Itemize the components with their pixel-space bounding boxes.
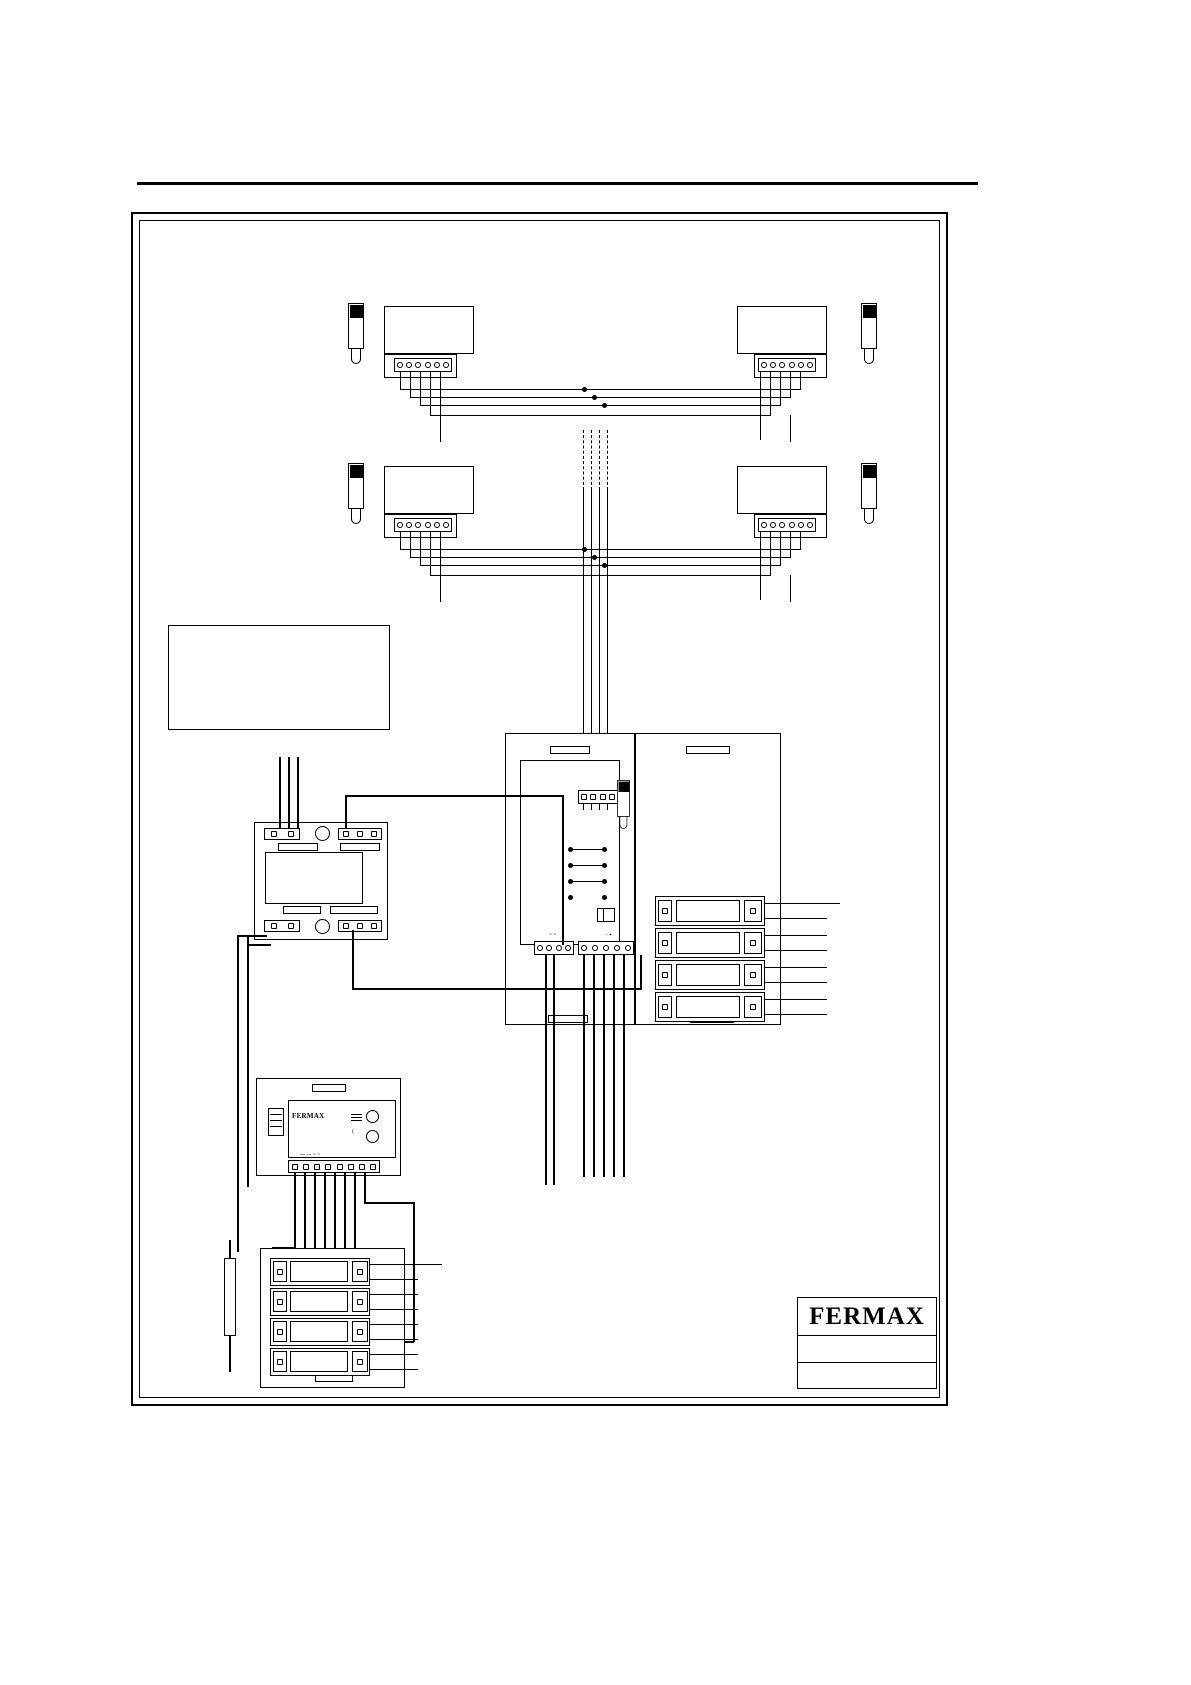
door-lock-lead: [229, 1240, 231, 1258]
bus-top-h1: [400, 389, 585, 390]
decoder-icon-phone: (: [352, 1129, 354, 1135]
handset-center: [617, 780, 630, 830]
bottom-relay-right-terminals: [352, 1351, 368, 1372]
wire-mr-2: [770, 532, 771, 576]
relay-out-4a: [765, 999, 827, 1000]
riser-into-decoder-2: [591, 803, 592, 810]
handset-cord: [351, 508, 361, 524]
handset-earpiece: [863, 465, 877, 478]
junction-dot: [592, 555, 597, 560]
relay-out-1a: [765, 903, 840, 904]
mains-wire-3: [297, 757, 299, 828]
wire-tl-1: [400, 372, 401, 390]
jumper-dot: [602, 863, 607, 868]
psu-out-v2: [640, 955, 642, 989]
panel-top-left-upper: [384, 306, 474, 354]
title-block-row-1: [798, 1336, 936, 1363]
relay-out-1b: [765, 918, 827, 919]
handset-body: [861, 463, 877, 509]
handset-body: [861, 303, 877, 349]
bus-top-h4r: [605, 415, 771, 416]
bus-top-h3: [420, 405, 605, 406]
riser-dashed-4: [607, 430, 608, 490]
psu-out-v: [352, 930, 354, 988]
drop-to-handset-ml: [440, 575, 441, 602]
bundle-down-5: [603, 955, 605, 1177]
bus-top-h4: [430, 415, 605, 416]
riser-dashed-1: [583, 430, 584, 490]
bus-mid-h3r: [605, 565, 781, 566]
jumper-dot: [602, 895, 607, 900]
junction-dot: [602, 563, 607, 568]
psu-ac-down-2: [247, 935, 249, 1187]
relay-out-3b: [765, 982, 827, 983]
dip-line: [270, 1126, 282, 1127]
bus-top-h1r: [585, 389, 801, 390]
bundle-down-4: [593, 955, 595, 1177]
wire-tl-2: [410, 372, 411, 398]
wire-ml-1: [400, 532, 401, 550]
jumper-dot: [602, 847, 607, 852]
wire-tl-4: [430, 372, 431, 416]
panel-top-left-terminals: [394, 358, 452, 372]
decoder-terminals-right: [578, 941, 634, 955]
bus-mid-h2r: [595, 557, 791, 558]
junction-dot: [602, 403, 607, 408]
panel-mid-right-terminals: [758, 518, 816, 532]
wire-mr-5: [800, 532, 801, 550]
bundle-down-7: [623, 955, 625, 1177]
dip-line: [270, 1114, 282, 1115]
bus-terminal-strip: [578, 790, 618, 804]
bundle-down-2: [553, 955, 555, 1185]
power-supply-top-screw: [315, 826, 330, 841]
bottom-relay-right-terminals: [352, 1291, 368, 1312]
panel-top-right-upper: [737, 306, 827, 354]
junction-dot: [582, 387, 587, 392]
bus-mid-h4r: [605, 575, 771, 576]
bottom-relay-center: [290, 1291, 348, 1312]
power-supply-label-left: [278, 843, 318, 851]
dip-line: [270, 1120, 282, 1121]
riser-dashed-2: [591, 430, 592, 490]
relay-center: [676, 996, 740, 1018]
bottom-relay-out-3b: [370, 1339, 418, 1340]
riser-into-decoder-1: [583, 803, 584, 810]
bottom-relay-right-terminals: [352, 1261, 368, 1282]
handset-body: [348, 463, 364, 509]
relay-center: [676, 900, 740, 922]
psu-to-decoder-v: [345, 795, 347, 829]
wire-tr-5: [800, 372, 801, 390]
relay-right-terminals: [744, 900, 762, 922]
title-block-brand-row: [798, 1298, 936, 1336]
power-supply-top-terminals-right: [338, 828, 382, 840]
bottom-relay-out-3a: [370, 1324, 418, 1325]
jumper-link: [568, 849, 602, 850]
handset-earpiece: [863, 305, 877, 318]
bus-mid-h2: [410, 557, 595, 558]
handset-body: [348, 303, 364, 349]
handset-cord: [619, 816, 627, 829]
relay-out-3a: [765, 967, 827, 968]
power-supply-bottom-terminals-left: [264, 920, 300, 932]
header-rule: [137, 182, 978, 185]
relay-left-terminals: [658, 932, 672, 954]
bus-mid-h1r: [585, 549, 801, 550]
handset-earpiece: [619, 782, 630, 792]
handset-cord: [864, 508, 874, 524]
wire-ml-4: [430, 532, 431, 576]
handset-mid-right: [861, 463, 877, 525]
relay-out-4b: [765, 1014, 827, 1015]
handset-cord: [351, 348, 361, 364]
decoder-face: [288, 1100, 396, 1158]
panel-mid-right-upper: [737, 466, 827, 514]
bottom-relay-out-2a: [370, 1294, 418, 1295]
handset-earpiece: [350, 465, 364, 478]
bottom-relay-out-4a: [370, 1354, 418, 1355]
decoder-icon-bars: [351, 1117, 362, 1118]
power-supply-label-right: [340, 843, 380, 851]
bus-top-h2: [410, 397, 595, 398]
handset-cord: [864, 348, 874, 364]
drop-to-handset-tl: [440, 415, 441, 442]
relay-right-terminals: [744, 932, 762, 954]
decoder-out-v8b: [413, 1202, 415, 1342]
relay-left-terminals: [658, 996, 672, 1018]
decoder-brand-label: FERMAX: [292, 1112, 325, 1120]
cabinet-left-top-label: [550, 746, 590, 754]
bottom-relay-center: [290, 1351, 348, 1372]
bottom-relay-out-1a: [370, 1264, 442, 1265]
decoder-top-label: [312, 1084, 346, 1092]
mains-wire-1: [279, 757, 281, 828]
riser-into-decoder-3: [599, 803, 600, 810]
decoder-dip-switch: [268, 1108, 284, 1136]
bus-mid-h4: [430, 575, 605, 576]
psu-to-decoder-h: [345, 795, 563, 797]
bottom-relay-left-terminals: [273, 1291, 287, 1312]
power-supply-display: [265, 852, 363, 904]
title-block-row-2: [798, 1363, 936, 1390]
jumper-dot: [568, 895, 573, 900]
decoder-bottom-terminals: [288, 1160, 380, 1173]
relay-out-2a: [765, 935, 827, 936]
mains-wire-2: [288, 757, 290, 828]
wire-mr-4: [790, 532, 791, 558]
bundle-down-6: [613, 955, 615, 1177]
psu-ac-down-1: [237, 935, 239, 1250]
relay-out-2b: [765, 950, 827, 951]
drop-to-handset-mr: [790, 575, 791, 602]
bus-top-h3r: [605, 405, 781, 406]
handset-body: [617, 780, 630, 817]
psu-out-h: [352, 988, 642, 990]
junction-dot: [592, 395, 597, 400]
bottom-relay-left-terminals: [273, 1321, 287, 1342]
terminal-marking-dc: - +: [606, 932, 612, 938]
decoder-out-h8: [364, 1202, 414, 1204]
relay-right-terminals: [744, 996, 762, 1018]
handset-top-right: [861, 303, 877, 365]
relay-left-terminals: [658, 900, 672, 922]
relay-center: [676, 932, 740, 954]
title-block: [797, 1297, 937, 1389]
wire-tr-4: [790, 372, 791, 398]
bus-top-h2r: [595, 397, 791, 398]
connector-block: [597, 908, 615, 922]
psu-ac-h2: [247, 944, 271, 946]
bottom-relay-out-4b: [370, 1369, 418, 1370]
handset-top-left: [348, 303, 364, 365]
jumper-dot: [602, 879, 607, 884]
bottom-relay-left-terminals: [273, 1261, 287, 1282]
decoder-icon-bars: [351, 1114, 362, 1115]
decoder-out-1: [294, 1173, 296, 1248]
wire-tr-2: [770, 372, 771, 416]
power-supply-bottom-screw: [315, 919, 330, 934]
psu-to-decoder-v2: [562, 795, 564, 945]
power-supply-top-terminals-left: [264, 828, 300, 840]
drop-to-handset-tr: [790, 415, 791, 442]
power-supply-label-bottom-left: [283, 906, 321, 914]
relay-center: [676, 964, 740, 986]
decoder-terminals-left: [534, 941, 574, 955]
bottom-relay-center: [290, 1321, 348, 1342]
bottom-relay-center: [290, 1261, 348, 1282]
panel-mid-left-terminals: [394, 518, 452, 532]
door-lock-lead-2: [229, 1336, 231, 1372]
panel-top-right-terminals: [758, 358, 816, 372]
bus-mid-h1: [400, 549, 585, 550]
decoder-pot-2: [366, 1130, 379, 1143]
jumper-link: [568, 865, 602, 866]
cabinet-right-top-label: [686, 746, 730, 754]
relay-right-terminals: [744, 964, 762, 986]
decoder-terminal-marks: — — ~ ~: [300, 1152, 321, 1158]
legend-note-box: [168, 625, 390, 730]
power-supply-bottom-terminals-right: [338, 920, 382, 932]
wire-ml-2: [410, 532, 411, 558]
jumper-link: [568, 881, 602, 882]
connector-block-div: [603, 909, 604, 921]
riser-into-decoder-4: [607, 803, 608, 810]
bottom-relay-left-terminals: [273, 1351, 287, 1372]
handset-earpiece: [350, 305, 364, 318]
decoder-out-8: [364, 1173, 366, 1203]
decoder-out-2: [304, 1173, 306, 1258]
psu-ac-h1: [237, 935, 267, 937]
decoder-icon-bars: [351, 1120, 362, 1121]
bottom-relay-right-terminals: [352, 1321, 368, 1342]
bus-mid-h3: [420, 565, 605, 566]
long-bus-h-1: [237, 1250, 239, 1252]
power-supply-label-bottom-right: [330, 906, 378, 914]
relay-left-terminals: [658, 964, 672, 986]
terminal-marking-ac: ~ ~: [549, 932, 557, 938]
panel-mid-left-upper: [384, 466, 474, 514]
door-lock-element: [224, 1258, 236, 1336]
bottom-relay-out-2b: [370, 1309, 418, 1310]
bundle-down-1: [545, 955, 547, 1185]
decoder-pot-1: [366, 1110, 379, 1123]
bundle-down-3: [583, 955, 585, 1177]
bottom-relay-out-1b: [370, 1279, 418, 1280]
brand-label: FERMAX: [809, 1303, 925, 1330]
junction-dot: [582, 547, 587, 552]
riser-dashed-3: [599, 430, 600, 490]
handset-mid-left: [348, 463, 364, 525]
